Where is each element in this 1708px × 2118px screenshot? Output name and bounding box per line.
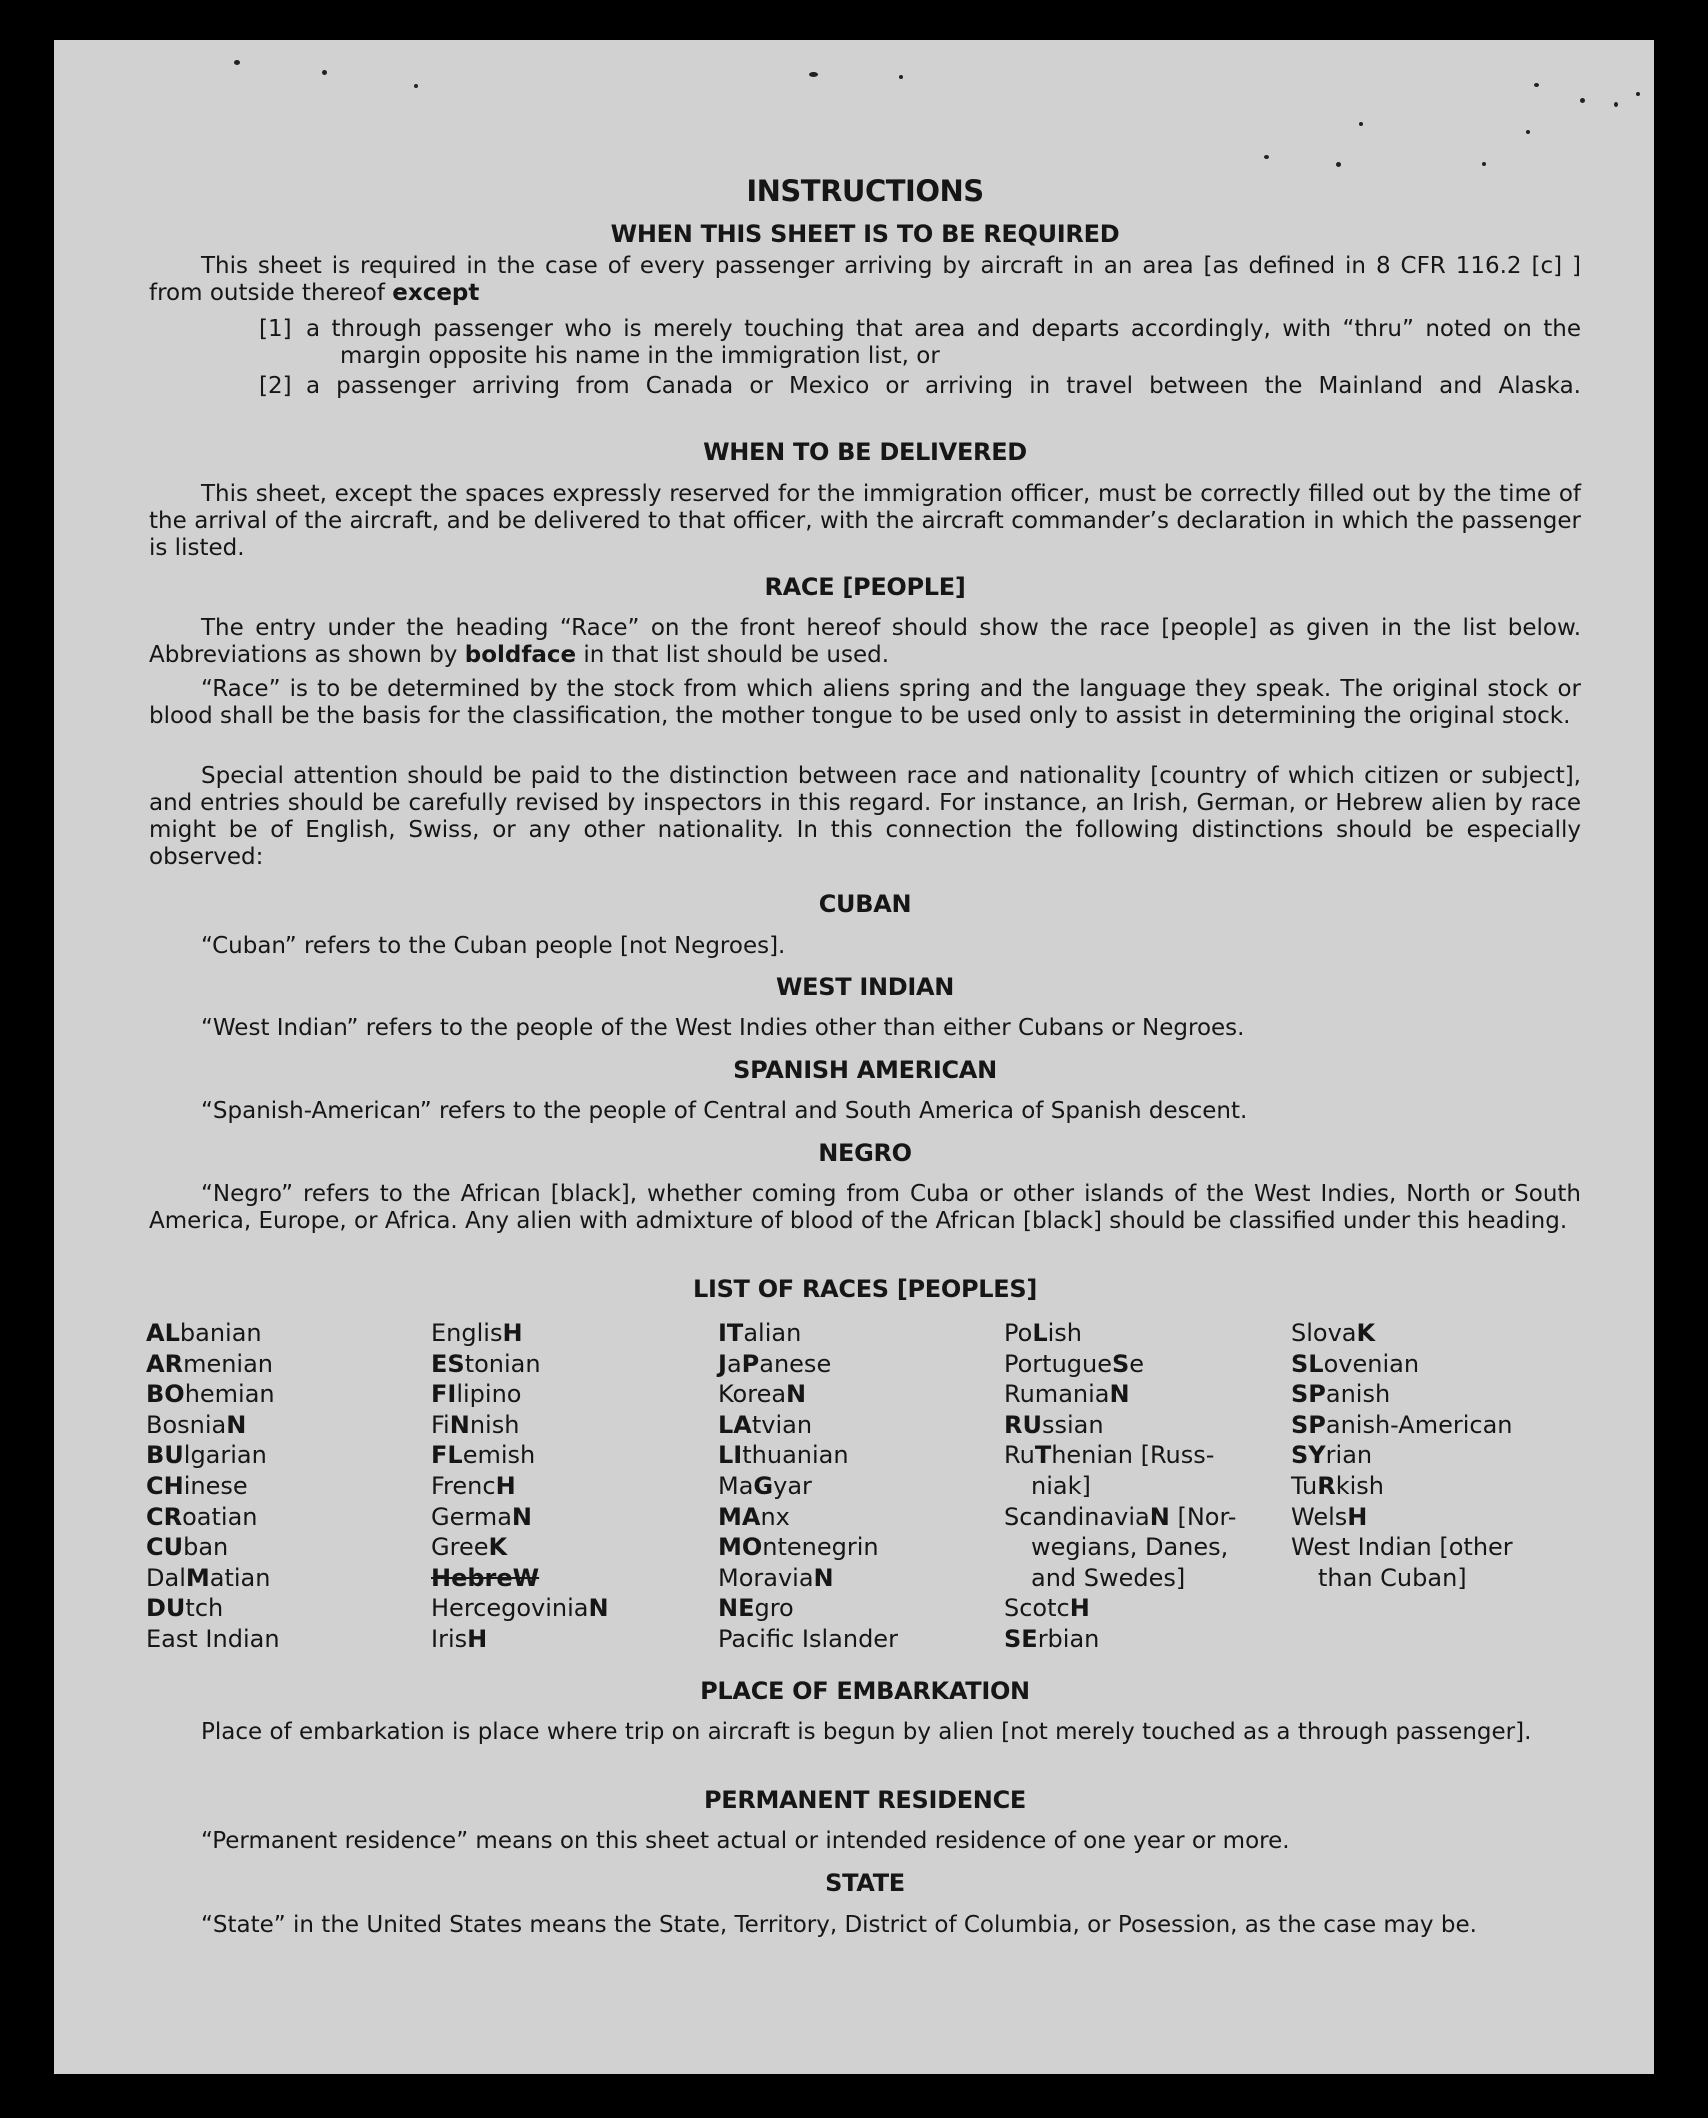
race-item: East Indian [146,1624,280,1653]
race-item: NEgro [718,1594,794,1623]
race-item: than Cuban] [1318,1563,1467,1592]
race-item: FIlipino [431,1380,522,1409]
exception-1-number: [1] [259,316,292,342]
race-item: MoraviaN [718,1563,834,1592]
race-column-1 [146,1318,280,1655]
race-item: Pacific Islander [718,1624,898,1653]
race-item: MAnx [718,1502,790,1531]
race-paragraph-1: The entry under the heading “Race” on the front hereof should show the race [people] as given in the list below. Abbreviations as shown by boldface in that list should be used. [149,615,1581,668]
race-item: RumaniaN [1004,1380,1130,1409]
race-column-2 [431,1318,609,1655]
race-item: BOhemian [146,1380,275,1409]
exception-1-line-1: a through passenger who is merely touching that area and departs accordingly, with “thru” noted on the [306,316,1581,342]
heading-list-of-races: LIST OF RACES [PEOPLES] [692,1275,1038,1303]
exception-1-line-2: margin opposite his name in the immigration list, or [340,343,940,369]
page-title: INSTRUCTIONS [746,174,984,208]
race-item: SPanish [1291,1380,1391,1409]
race-item: PoLish [1004,1319,1082,1347]
heading-when-required: WHEN THIS SHEET IS TO BE REQUIRED [610,220,1120,248]
race-column-5 [1291,1318,1513,1593]
race-item: CUban [146,1533,229,1562]
race-item: SErbian [1004,1624,1100,1653]
exception-2-number: [2] [259,373,292,399]
heading-when-delivered: WHEN TO BE DELIVERED [703,438,1027,466]
heading-west-indian: WEST INDIAN [775,973,955,1001]
race-item: IrisH [431,1624,488,1653]
race-item: SLovenian [1291,1349,1420,1378]
race-item: wegians, Danes, [1031,1533,1229,1562]
exception-2-text: a passenger arriving from Canada or Mexico or arriving in travel between the Mainland and Alaska. [306,373,1581,399]
race-column-4 [1004,1318,1236,1655]
race-item: West Indian [other [1291,1533,1513,1562]
embarkation-text: Place of embarkation is place where trip on aircraft is begun by alien [not merely touched as a through passenger]. [201,1719,1532,1745]
race-paragraph-3: Special attention should be paid to the distinction between race and nationality [country of which citizen or subject], and entries should be carefully revised by inspectors in this regard. For instance, an Irish, German, or Hebrew alien by race might be of English, Swiss, or any other nationality. In this connection the following distinctions should be especially observed: [149,763,1581,870]
race-item: LIthuanian [718,1441,849,1470]
race-item: and Swedes] [1031,1563,1186,1592]
race-item: ITalian [718,1319,802,1347]
race-item: FLemish [431,1441,536,1470]
race-item: SYrian [1291,1441,1373,1470]
race-item: ARmenian [146,1349,274,1378]
race-item: EnglisH [431,1319,523,1347]
race-item: DalMatian [146,1563,271,1592]
race-item: TuRkish [1291,1471,1384,1500]
required-line-2: from outside thereof [149,280,393,306]
race-item: GermaN [431,1502,532,1531]
race-item: HebreW [431,1563,540,1592]
race-item: JaPanese [718,1349,832,1378]
race-column-3 [718,1318,898,1655]
spanish-american-text: “Spanish-American” refers to the people of Central and South America of Spanish descent. [201,1098,1248,1124]
race-item: niak] [1031,1471,1091,1500]
race-item: PortugueSe [1004,1349,1145,1378]
race-item: MaGyar [718,1471,812,1500]
race-item: SPanish-American [1291,1410,1513,1439]
race-item: FrencH [431,1471,516,1500]
race-item: ScandinaviaN [Nor- [1004,1502,1237,1531]
race-item: WelsH [1291,1502,1368,1531]
race-item: BUlgarian [146,1441,267,1470]
race-item: HercegoviniaN [431,1594,609,1623]
state-text: “State” in the United States means the State, Territory, District of Columbia, or Posession, as the case may be. [201,1912,1477,1938]
race-paragraph-2: “Race” is to be determined by the stock from which aliens spring and the language they speak. The original stock or blood shall be the basis for the classification, the mother tongue to be used only to assist in determining the original stock. [149,676,1581,729]
required-line-1: This sheet is required in the case of every passenger arriving by aircraft in an area [as defined in 8 CFR 116.2 [c] ] [201,253,1581,279]
race-item: RuThenian [Russ- [1004,1441,1215,1470]
heading-place-of-embarkation: PLACE OF EMBARKATION [700,1677,1030,1705]
race-item: ALbanian [146,1319,262,1347]
race-item: KoreaN [718,1380,807,1409]
heading-permanent-residence: PERMANENT RESIDENCE [703,1786,1026,1814]
race-item: LAtvian [718,1410,813,1439]
negro-text: “Negro” refers to the African [black], whether coming from Cuba or other islands of the West Indies, North or South America, Europe, or Africa. Any alien with admixture of blood of the African [black] should be classified under this heading. [149,1181,1581,1234]
race-item: ScotcH [1004,1594,1090,1623]
race-item: RUssian [1004,1410,1104,1439]
heading-negro: NEGRO [818,1139,912,1167]
document-page [54,40,1654,2074]
cuban-text: “Cuban” refers to the Cuban people [not Negroes]. [201,933,786,959]
race-item: GreeK [431,1533,508,1562]
heading-spanish-american: SPANISH AMERICAN [733,1056,997,1084]
west-indian-text: “West Indian” refers to the people of the West Indies other than either Cubans or Negroes. [201,1015,1245,1041]
race-item: SlovaK [1291,1319,1376,1347]
race-item: BosniaN [146,1410,247,1439]
race-item: CHinese [146,1471,248,1500]
except-keyword: except [392,280,480,306]
heading-race-people: RACE [PEOPLE] [764,573,966,601]
delivered-text: This sheet, except the spaces expressly reserved for the immigration officer, must be correctly filled out by the time of the arrival of the aircraft, and be delivered to that officer, with the aircraft commander’s declaration in which the passenger is listed. [149,481,1581,561]
residence-text: “Permanent residence” means on this sheet actual or intended residence of one year or more. [201,1828,1290,1854]
race-item: EStonian [431,1349,541,1378]
section-when-required-text [149,253,1581,307]
race-item: FiNnish [431,1410,520,1439]
race-item: MOntenegrin [718,1533,879,1562]
race-item: DUtch [146,1594,224,1623]
race-item: CRoatian [146,1502,258,1531]
heading-cuban: CUBAN [818,890,912,918]
heading-state: STATE [825,1869,905,1897]
